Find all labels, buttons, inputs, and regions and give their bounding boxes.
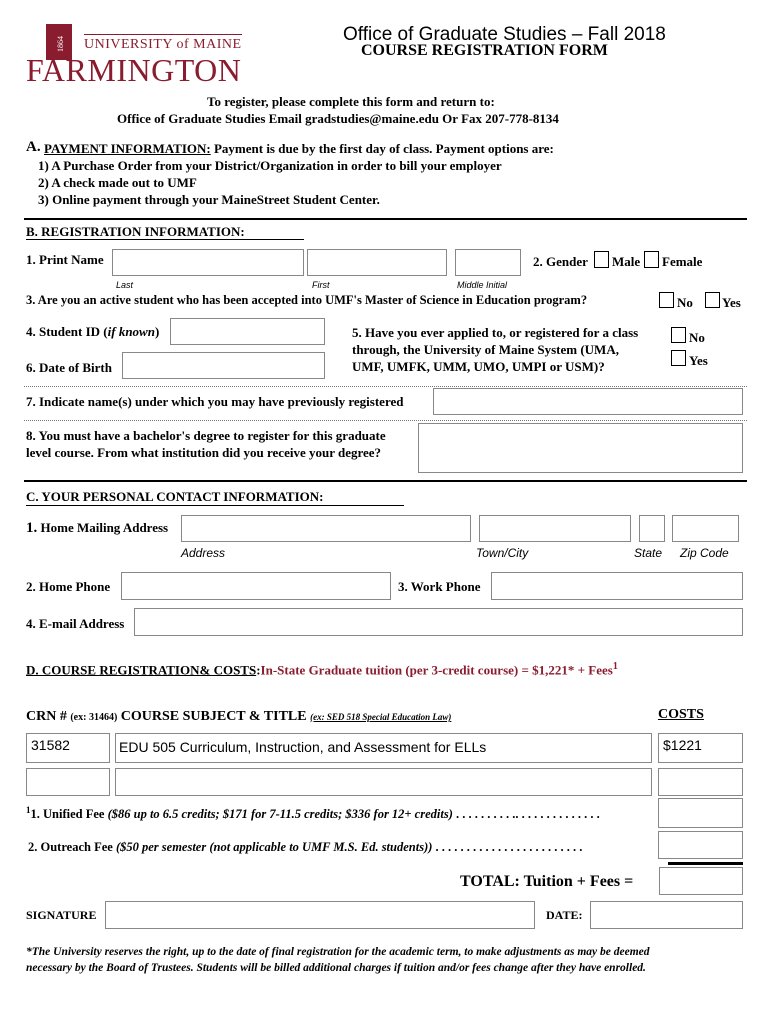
unified-fee-detail: ($86 up to 6.5 credits; $171 for 7-11.5 credits; $336 for 12+ credits) <box>107 807 453 822</box>
section-a-heading: PAYMENT INFORMATION: <box>44 141 211 156</box>
total-rule <box>668 862 743 865</box>
last-caption: Last <box>116 280 134 290</box>
outreach-fee-label: 2. Outreach Fee <box>28 840 116 854</box>
footer-note-line1: *The University reserves the right, up to the date of final registration for the academic term, to make adjustments as may be deemed <box>26 946 650 958</box>
print-name-label: 1. Print Name <box>26 252 104 267</box>
address-caption: Address <box>181 546 226 560</box>
section-a-heading-line <box>44 141 554 157</box>
q3-no-label: No <box>677 295 693 310</box>
page-subtitle: COURSE REGISTRATION FORM <box>361 42 608 59</box>
q5-yes-label: Yes <box>689 353 708 368</box>
email-label: 4. E-mail Address <box>26 616 125 631</box>
q4-label <box>26 324 159 340</box>
male-label: Male <box>612 254 641 269</box>
subject-example: (ex: SED 518 Special Education Law) <box>310 712 452 722</box>
work-phone-label: 3. Work Phone <box>398 579 481 594</box>
outreach-fee-detail: ($50 per semester (not applicable to UMF M.S. Ed. students)) <box>115 840 433 854</box>
q3-no-checkbox[interactable] <box>659 292 674 308</box>
tuition-sup: 1 <box>612 661 618 672</box>
q5-line3: UMF, UMFK, UMM, UMO, UMPI or USM)? <box>352 359 605 374</box>
town-caption: Town/City <box>476 546 529 560</box>
zip-field[interactable] <box>672 515 739 542</box>
q4-close: ) <box>154 324 160 339</box>
tuition-text: In-State Graduate tuition (per 3-credit course) = $1,221* + Fees <box>260 662 613 678</box>
signature-label: SIGNATURE <box>26 908 97 922</box>
date-label: DATE: <box>546 908 583 922</box>
dob-field[interactable] <box>122 352 325 379</box>
section-d-heading: D. COURSE REGISTRATION& COSTS <box>26 662 257 678</box>
female-checkbox[interactable] <box>644 251 659 268</box>
section-d-heading-line <box>26 661 618 678</box>
instructions-line1: To register, please complete this form and return to: <box>207 94 495 109</box>
student-id-field[interactable] <box>170 318 325 345</box>
male-checkbox[interactable] <box>594 251 609 268</box>
logo-university: UNIVERSITY of MAINE <box>84 37 242 52</box>
cost-field-2[interactable] <box>658 768 743 796</box>
first-caption: First <box>312 280 330 290</box>
date-field[interactable] <box>590 901 743 929</box>
unified-fee-field[interactable] <box>658 798 743 828</box>
section-d-colon: : <box>256 662 261 678</box>
svg-text:1864: 1864 <box>56 36 65 52</box>
q3-yes-label: Yes <box>722 295 741 310</box>
dotted-divider <box>24 420 747 421</box>
crn-header <box>26 709 451 725</box>
institution-field[interactable] <box>418 423 743 473</box>
q5-line2: through, the University of Maine System (UMA, <box>352 342 619 357</box>
crn-field-2[interactable] <box>26 768 110 796</box>
q4-text: 4. Student ID ( <box>26 324 108 339</box>
q8-line1: 8. You must have a bachelor's degree to register for this graduate <box>26 428 386 443</box>
section-b-underline <box>26 239 304 240</box>
page-title: Office of Graduate Studies – Fall 2018 <box>343 24 666 45</box>
crn-label: CRN # <box>26 709 71 724</box>
previous-names-field[interactable] <box>433 388 743 415</box>
home-address-text: Home Mailing Address <box>37 520 169 535</box>
town-field[interactable] <box>479 515 631 542</box>
payment-option-3: 3) Online payment through your MaineStreet Student Center. <box>38 192 380 207</box>
gender-label: 2. Gender <box>533 254 588 269</box>
course-field-1[interactable]: EDU 505 Curriculum, Instruction, and Assessment for ELLs <box>115 733 652 763</box>
unified-fee-sup: 1 <box>26 805 31 815</box>
unified-fee-label: 1. Unified Fee <box>30 807 108 822</box>
q7-label: 7. Indicate name(s) under which you may have previously registered <box>26 394 404 409</box>
subject-label: COURSE SUBJECT & TITLE <box>120 709 307 724</box>
q5-no-label: No <box>689 330 705 345</box>
middle-caption: Middle Initial <box>457 280 508 290</box>
q3-yes-checkbox[interactable] <box>705 292 720 308</box>
address-field[interactable] <box>181 515 471 542</box>
costs-header: COSTS <box>658 707 704 722</box>
payment-option-1: 1) A Purchase Order from your District/Organization in order to bill your employer <box>38 158 502 173</box>
email-field[interactable] <box>134 608 743 636</box>
dotted-divider <box>24 386 747 387</box>
home-address-label <box>26 520 168 537</box>
payment-option-2: 2) A check made out to UMF <box>38 175 197 190</box>
middle-initial-field[interactable] <box>455 249 521 276</box>
home-address-number: 1. <box>26 520 38 536</box>
unified-fee-dots: . . . . . . . . . .. . . . . . . . . . . . . . <box>452 807 600 822</box>
section-a-letter: A. <box>26 139 41 155</box>
crn-field-1[interactable]: 31582 <box>26 733 110 763</box>
crn-example: (ex: 31464) <box>70 712 118 723</box>
zip-caption: Zip Code <box>680 546 729 560</box>
dob-label: 6. Date of Birth <box>26 360 112 375</box>
unified-fee-line <box>26 805 600 822</box>
state-caption: State <box>634 546 663 560</box>
outreach-fee-line <box>28 840 582 855</box>
section-b-heading: B. REGISTRATION INFORMATION: <box>26 224 245 239</box>
cost-field-1[interactable]: $1221 <box>658 733 743 763</box>
section-a-text: Payment is due by the first day of class. Payment options are: <box>210 141 554 156</box>
q5-yes-checkbox[interactable] <box>671 350 686 366</box>
female-label: Female <box>662 254 703 269</box>
signature-field[interactable] <box>105 901 535 929</box>
work-phone-field[interactable] <box>491 572 743 600</box>
state-field[interactable] <box>639 515 665 542</box>
divider <box>24 480 747 482</box>
section-c-heading: C. YOUR PERSONAL CONTACT INFORMATION: <box>26 489 324 504</box>
q5-line1: 5. Have you ever applied to, or registered for a class <box>352 325 639 340</box>
divider <box>24 218 747 220</box>
home-phone-field[interactable] <box>121 572 391 600</box>
total-field[interactable] <box>659 867 743 895</box>
q3-label: 3. Are you an active student who has been accepted into UMF's Master of Science in Education program? <box>26 293 588 307</box>
total-label: TOTAL: Tuition + Fees = <box>460 873 634 890</box>
q5-no-checkbox[interactable] <box>671 327 686 343</box>
q4-hint: if known <box>107 324 155 339</box>
course-field-2[interactable] <box>115 768 652 796</box>
q8-line2: level course. From what institution did you receive your degree? <box>26 445 382 460</box>
first-name-field[interactable] <box>307 249 447 276</box>
instructions-line2: Office of Graduate Studies Email gradstudies@maine.edu Or Fax 207-778-8134 <box>117 111 559 126</box>
logo-name: FARMINGTON <box>26 52 242 88</box>
outreach-fee-field[interactable] <box>658 831 743 859</box>
footer-note-line2: necessary by the Board of Trustees. Students will be billed additional charges if tuition and/or fees change after they have enrolled. <box>26 962 646 974</box>
outreach-fee-dots: . . . . . . . . . . . . . . . . . . . . . . . . <box>432 840 583 854</box>
home-phone-label: 2. Home Phone <box>26 579 111 594</box>
section-c-underline <box>26 505 404 506</box>
last-name-field[interactable] <box>112 249 304 276</box>
